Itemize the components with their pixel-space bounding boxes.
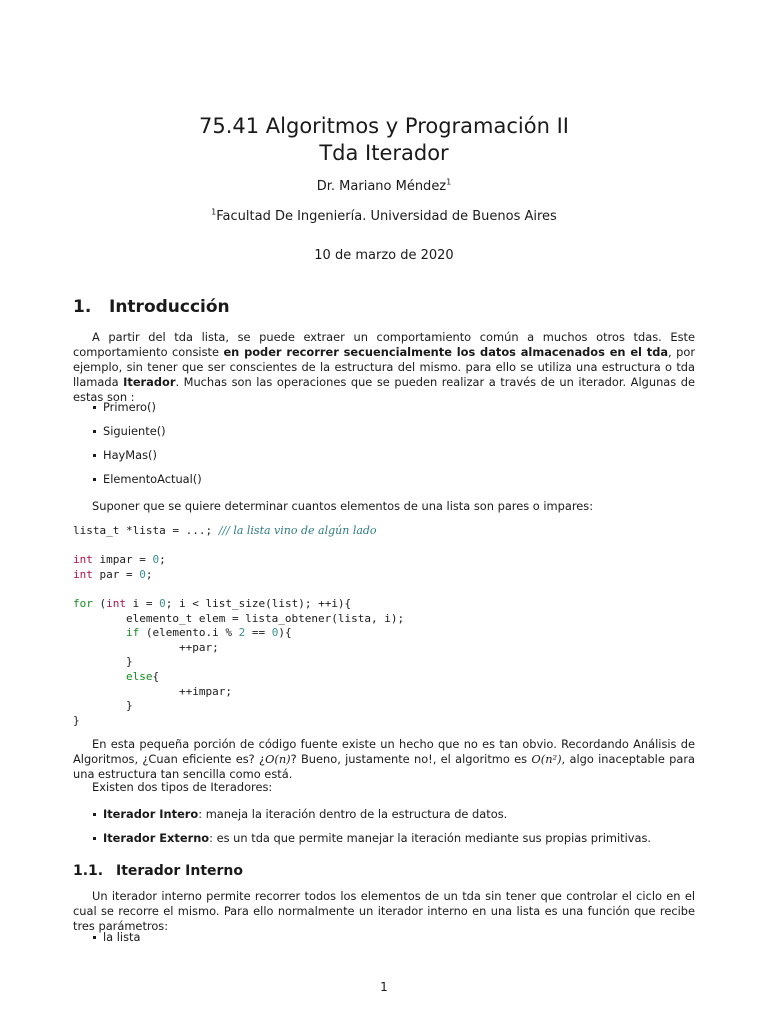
efficiency-paragraph [73,737,695,782]
title-line-1: 75.41 Algoritmos y Programación II [199,114,569,138]
text-run: A partir del tda lista, se puede extraer un comportamiento común a muchos otros tdas. Este comportamiento consiste [73,330,695,359]
code-text: i = [126,596,160,610]
code-keyword: for [73,596,93,610]
subsection-title: Iterador Interno [116,863,244,879]
list-item-text: Primero() [103,400,156,414]
code-line [73,553,404,568]
text-run: . Muchas son las operaciones que se pueden realizar a través de un iterador. Algunas de estas son : [73,375,695,404]
code-line [73,670,404,685]
subsection-heading-iterador-interno [73,863,243,879]
code-text: lista_t *lista = ...; [73,524,219,537]
intro-paragraph [73,330,695,405]
code-text: (elemento.i % [139,626,239,640]
code-comment: /// la lista vino de algún lado [218,524,377,537]
code-keyword: else [125,669,153,683]
list-item [93,472,202,487]
author [0,179,768,194]
section-heading-introduccion [73,297,230,317]
bullet-icon [93,478,96,481]
code-text [73,670,126,683]
bullet-icon [93,406,96,409]
code-number: 0 [159,596,166,610]
author-name: Dr. Mariano Méndez [316,179,447,194]
affiliation [0,209,768,224]
code-text: impar = [92,553,153,567]
page-number: 1 [380,980,388,994]
math-expression: O(n) [265,752,291,766]
document-date: 10 de marzo de 2020 [314,248,454,263]
subsection-number: 1.1. [73,863,104,879]
term: Iterador Intero [103,807,199,821]
title-line-2: Tda Iterador [319,141,449,165]
code-line [73,597,404,612]
text-run: , algo inaceptable para una estructura tan sencilla como está. [73,752,695,781]
bullet-icon [93,430,96,433]
bold-text: Iterador [123,375,176,389]
code-keyword: int [73,567,93,581]
code-text: { [152,669,160,683]
code-number: 0 [152,553,160,567]
code-keyword: if [125,626,140,640]
list-item-text: Siguiente() [103,424,166,438]
list-item-text: ElementoActual() [103,472,202,486]
paragraph: Suponer que se quiere determinar cuantos elementos de una lista son pares o impares: [92,499,594,513]
section-number: 1. [73,297,92,317]
affiliation-mark: 1 [211,207,217,217]
code-text: == [245,626,272,640]
bold-text: en poder recorrer secuencialmente los datos almacenados en el tda [223,345,669,359]
code-text: ( [92,596,107,610]
author-mark: 1 [446,177,452,187]
affiliation-text: Facultad De Ingeniería. Universidad de Buenos Aires [216,209,557,224]
list-item [93,424,166,439]
code-line: } [73,655,133,669]
code-text: par = [92,567,140,581]
code-line: ++par; [73,640,219,654]
code-line [73,524,404,539]
code-number: 0 [139,567,146,581]
section-title: Introducción [109,297,230,317]
code-number: 0 [271,626,279,640]
text-run: , por ejemplo, sin tener que ser conscientes de la estructura del mismo. para ello se utiliza una estructura o tda llamada [73,345,695,389]
code-keyword: int [106,596,126,610]
code-text [73,626,126,639]
code-line [73,626,404,641]
code-line [73,582,404,597]
code-line: } [73,713,80,727]
list-item [93,400,156,415]
bullet-icon [93,813,96,816]
code-text: ; [145,567,153,581]
code-text: ){ [278,626,292,640]
text-run: En esta pequeña porción de código fuente existe un hecho que no es tan obvio. Recordando Análisis de Algoritmos, ¿Cuan eficiente es? ¿ [73,737,695,766]
code-number: 2 [238,626,246,640]
term-description: : maneja la iteración dentro de la estructura de datos. [198,807,508,821]
bullet-icon [93,936,96,939]
code-line [73,539,404,554]
list-item-text: HayMas() [103,448,157,462]
bullet-icon [93,454,96,457]
paragraph: Un iterador interno permite recorrer todos los elementos de un tda sin tener que controlar el ciclo en el cual se recorre el mismo. Para ello normalmente un iterador interno en una lista es una función que recibe tres parámetros: [73,889,695,933]
list-item [93,448,157,463]
code-text: ; [159,553,166,567]
list-item [93,831,651,846]
code-block [73,524,404,728]
list-item [93,807,507,822]
text-run: ? Bueno, justamente no!, el algoritmo es [290,752,532,766]
code-line: ++impar; [73,684,232,698]
bullet-icon [93,837,96,840]
list-item-text: la lista [103,930,141,944]
math-expression: O(n²) [531,752,562,766]
code-line: elemento_t elem = lista_obtener(lista, i); [73,611,405,625]
paragraph: Existen dos tipos de Iteradores: [92,780,273,794]
document-title [0,113,768,167]
code-text: ; i < list_size(list); ++i){ [165,596,352,610]
list-item [93,930,140,945]
code-line: } [73,699,133,713]
term-description: : es un tda que permite manejar la iteración mediante sus propias primitivas. [209,831,652,845]
term: Iterador Externo [103,831,210,845]
code-keyword: int [73,553,93,567]
code-line [73,568,404,583]
